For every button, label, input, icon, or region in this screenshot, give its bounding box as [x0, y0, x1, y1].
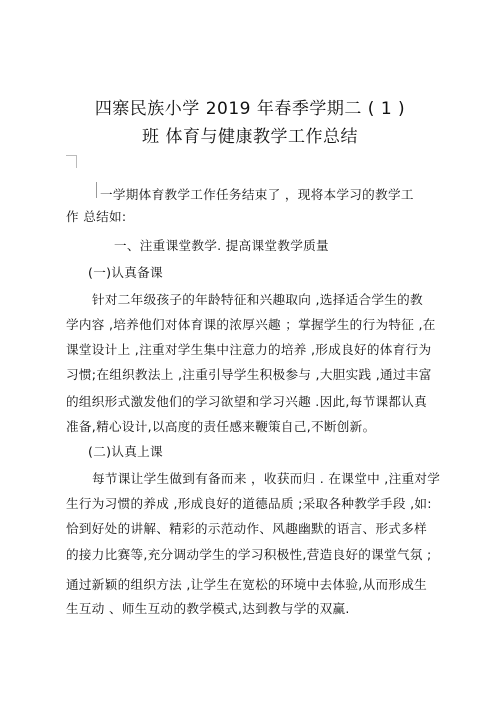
corner-mark [66, 155, 77, 168]
body-line-14: 生互动 、师生互动的教学模式,达到教与学的双赢. [66, 601, 350, 616]
body-line-12: 的接力比赛等,充分调动学生的学习积极性,营造良好的课堂气氛 ; [66, 547, 432, 562]
document-title-line-1: 四寨民族小学 2019 年春季学期二 ( 1 ) [94, 99, 406, 119]
document-title-line-2: 班 体育与健康教学工作总结 [142, 127, 358, 147]
body-line-1: 一学期体育教学工作任务结束了 ，现将本学习的教学工 [100, 187, 414, 202]
body-line-6: 习惯;在组织教法上 ,注重引导学生积极参与 ,大胆实践 ,通过丰富 [66, 367, 432, 382]
body-line-7: 的组织形式激发他们的学习欲望和学习兴趣 .因此,每节课都认真 [66, 394, 428, 409]
body-line-5: 课堂设计上 ,注重对学生集中注意力的培养 ,形成良好的体育行为 [66, 342, 432, 357]
cursor-mark [96, 182, 97, 198]
body-line-2: 作 总结如: [66, 209, 127, 224]
body-line-9: 每节课让学生做到有备而来 ，收获而归 . 在课堂中 ,注重对学 [92, 471, 441, 486]
body-line-3: 针对二年级孩子的年龄特征和兴趣取向 ,选择适合学生的教 [92, 292, 423, 307]
body-line-8: 准备,精心设计,以高度的责任感来鞭策自己,不断创新。 [66, 419, 376, 434]
subheading-1: (一)认真备课 [88, 265, 163, 280]
body-line-13: 通过新颖的组织方法 ,让学生在宽松的环境中去体验,从而形成生 [66, 577, 428, 592]
subheading-2: (二)认真上课 [88, 444, 163, 459]
body-line-10: 生行为习惯的养成 ,形成良好的道德品质 ;采取各种教学手段 ,如: [66, 496, 432, 511]
section-heading-1: 一、注重课堂教学. 提高课堂教学质量 [114, 238, 329, 253]
body-line-11: 恰到好处的讲解、精彩的示范动作、风趣幽默的语言、形式多样 [66, 521, 428, 536]
body-line-4: 学内容 ,培养他们对体育课的浓厚兴趣 ；掌握学生的行为特征 ,在 [66, 317, 436, 332]
